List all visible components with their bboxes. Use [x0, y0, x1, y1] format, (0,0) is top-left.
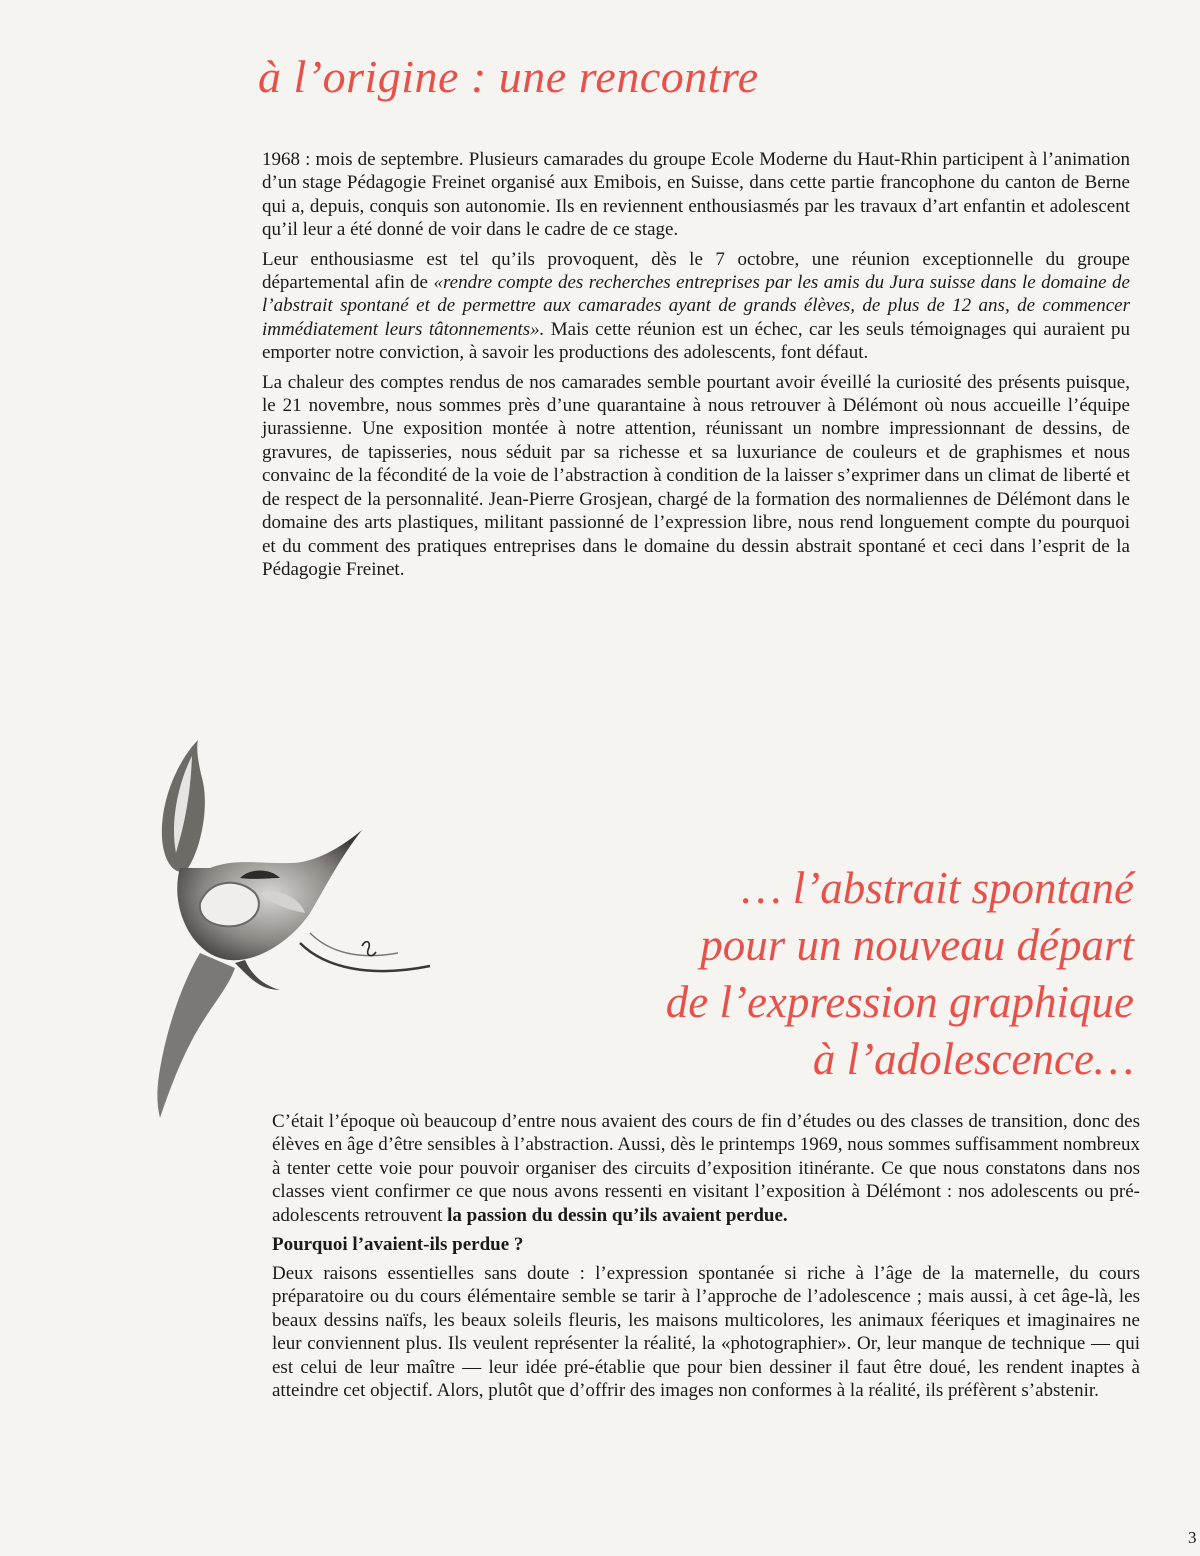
title-origin: à l’origine : une rencontre	[258, 51, 759, 102]
paragraph-4	[272, 1110, 1140, 1227]
section-abstract	[272, 1110, 1140, 1408]
title-abstract-line-2: pour un nouveau départ	[700, 920, 1134, 970]
abstract-drawing	[140, 728, 440, 1128]
paragraph-2-quote: «rendre compte des recherches entreprises par les amis du Jura suisse dans le domaine de l’abstrait spontané et de permettre aux camarades ayant de grands élèves, de plus de 12 ans, de commencer immédiatement leurs tâtonnements».	[262, 272, 1130, 340]
title-abstract-line-1: … l’abstrait spontané	[741, 863, 1134, 913]
paragraph-2-text-start: Leur enthousiasme est tel qu’ils provoquent, dès le 7 octobre, une réunion exceptionnelle du groupe départemental afin de	[262, 248, 1130, 294]
page-number: 3	[1188, 1528, 1197, 1547]
subheading-why: Pourquoi l’avaient-ils perdue ?	[272, 1234, 524, 1256]
title-abstract-line-3: de l’expression graphique	[665, 977, 1134, 1027]
paragraph-3: La chaleur des comptes rendus de nos camarades semble pourtant avoir éveillé la curiosité des présents puisque, le 21 novembre, nous sommes près d’une quarantaine à nous retrouver à Délémont où nous accueille l’équipe jurassienne. Une exposition montée à notre attention, réunissant un nombre impressionnant de dessins, de gravures, de tapisseries, nous séduit par sa richesse et sa luxuriance de couleurs et de graphismes et nous convainc de la fécondité de la voie de l’abstraction à condition de la laisser s’exprimer dans un climat de liberté et de respect de la personnalité. Jean-Pierre Grosjean, chargé de la formation des normaliennes de Délémont dans le domaine des arts plastiques, militant passionné de l’expression libre, nous rend longuement compte du pourquoi et du comment des pratiques entreprises dans le domaine du dessin abstrait spontané et ceci dans l’esprit de la Pédagogie Freinet.	[262, 371, 1130, 580]
paragraph-1: 1968 : mois de septembre. Plusieurs camarades du groupe Ecole Moderne du Haut-Rhin participent à l’animation d’un stage Pédagogie Freinet organisé aux Emibois, en Suisse, dans cette partie francophone du canton de Berne qui a, depuis, conquis son autonomie. Ils en reviennent enthousiasmés par les travaux d’art enfantin et adolescent qu’il leur a été donné de voir dans le cadre de ce stage.	[262, 149, 1130, 241]
title-abstract-line-4: à l’adolescence…	[812, 1034, 1134, 1084]
paragraph-5: Deux raisons essentielles sans doute : l’expression spontanée si riche à l’âge de la maternelle, du cours préparatoire ou du cours élémentaire semble se tarir à l’approche de l’adolescence ; mais aussi, à cet âge-là, les beaux dessins naïfs, les beaux soleils fleuris, les maisons multicolores, les animaux féeriques et imaginaires ne leur conviennent plus. Ils veulent représenter la réalité, la «photographier». Or, leur manque de technique — qui est celui de leur maître — leur idée pré-établie que pour bien dessiner il faut être doué, les rendent inaptes à atteindre cet objectif. Alors, plutôt que d’offrir des images non conformes à la réalité, ils préfèrent s’abstenir.	[272, 1263, 1140, 1402]
paragraph-4-text: C’était l’époque où beaucoup d’entre nous avaient des cours de fin d’études ou des classes de transition, donc des élèves en âge d’être sensibles à l’abstraction. Aussi, dès le printemps 1969, nous sommes suffisamment nombreux à tenter cette voie pour pouvoir organiser des circuits d’exposition itinérante. Ce que nous constatons dans nos classes vient confirmer ce que nous avons ressenti en visitant l’exposition à Délémont : nos adolescents ou pré-adolescents retrouvent	[272, 1111, 1140, 1226]
paragraph-4-emphasis: la passion du dessin qu’ils avaient perdue.	[447, 1204, 788, 1226]
paragraph-2-text-end: Mais cette réunion est un échec, car les seuls témoignages qui auraient pu emporter notre conviction, à savoir les productions des adolescents, font défaut.	[262, 318, 1130, 364]
paragraph-2	[262, 248, 1130, 365]
title-abstract	[666, 860, 1134, 1088]
section-origin	[262, 148, 1130, 587]
